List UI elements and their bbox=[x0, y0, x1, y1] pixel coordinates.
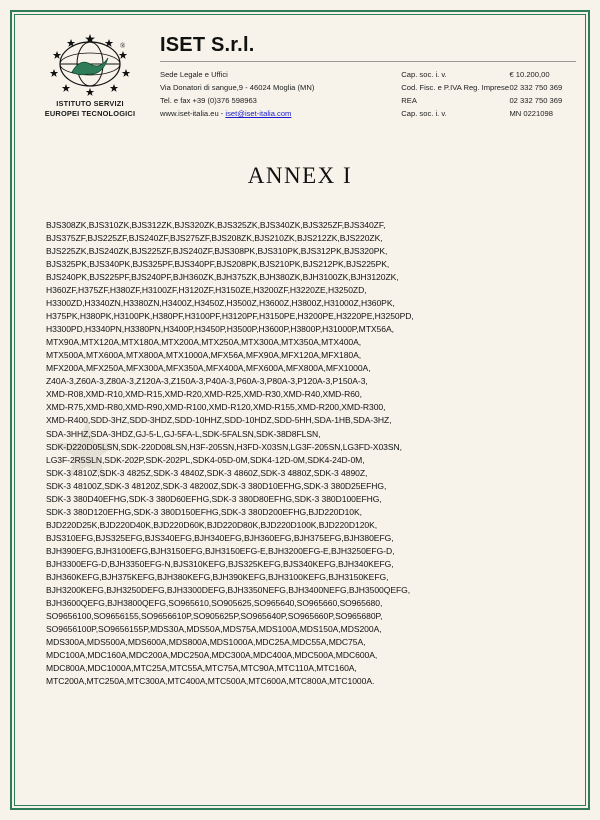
company-name: ISET S.r.l. bbox=[160, 34, 255, 56]
code-line: MDC100A,MDC160A,MDC200A,MDC250A,MDC300A,MDC400A,MDC500A,MDC600A, bbox=[46, 650, 378, 661]
code-line: H3300PD,H3340PN,H3380PN,H3400P,H3450P,H3500P,H3600P,H3800P,H31000P,MTX56A, bbox=[46, 324, 394, 335]
separator: - bbox=[218, 109, 226, 119]
code-line: H3300ZD,H3340ZN,H3380ZN,H3400Z,H3450Z,H3500Z,H3600Z,H3800Z,H31000Z,H360PK, bbox=[46, 298, 395, 309]
code-line: MDC800A,MDC1000A,MTC25A,MTC55A,MTC75A,MTC90A,MTC110A,MTC160A, bbox=[46, 663, 357, 674]
code-line: XMD-R75,XMD-R80,XMD-R90,XMD-R100,XMD-R120,XMD-R155,XMD-R200,XMD-R300, bbox=[46, 402, 386, 413]
header-divider bbox=[160, 61, 576, 62]
code-line: BJS308ZK,BJS310ZK,BJS312ZK,BJS320ZK,BJS325ZK,BJS340ZK,BJS325ZF,BJS340ZF, bbox=[46, 219, 386, 230]
info-right: 02 332 750 369 bbox=[509, 82, 563, 92]
code-line: BJH360KEFG,BJH375KEFG,BJH380KEFG,BJH390KEFG,BJH3100KEFG,BJH3150KEFG, bbox=[46, 572, 389, 583]
logo-block bbox=[24, 32, 156, 118]
code-line: LG3F-2R5SLN,SDK-202P,SDK-202PL,SDK4-05D-0M,SDK4-12D-0M,SDK4-24D-0M, bbox=[46, 454, 365, 465]
code-line: MTX90A,MTX120A,MTX180A,MTX200A,MTX250A,MTX300A,MTX350A,MTX400A, bbox=[46, 337, 362, 348]
page-content bbox=[24, 22, 576, 798]
info-right: 02 332 750 369 bbox=[509, 95, 563, 105]
page-title: ANNEX I bbox=[247, 162, 353, 188]
logo-caption-line1: ISTITUTO SERVIZI bbox=[56, 99, 124, 108]
code-line: SDK-3 380D40EFHG,SDK-3 380D60EFHG,SDK-3 380D80EFHG,SDK-3 380D100EFHG, bbox=[46, 493, 382, 504]
code-line: SDK-D220D05LSN,SDK-220D08LSN,H3F-205SN,H3FD-X03SN,LG3F-205SN,LG3FD-X03SN, bbox=[46, 441, 402, 452]
code-line: BJS225ZK,BJS240ZK,BJS225ZF,BJS240ZF,BJS308PK,BJS310PK,BJS312PK,BJS320PK, bbox=[46, 245, 388, 256]
code-line: BJS240PK,BJS225PF,BJS240PF,BJH360ZK,BJH375ZK,BJH380ZK,BJH3100ZK,BJH3120ZK, bbox=[46, 271, 399, 282]
email-link[interactable]: iset@iset-italia.com bbox=[225, 109, 292, 119]
info-mid: Cap. soc. i. v. bbox=[401, 69, 447, 79]
table-row bbox=[160, 68, 576, 81]
code-line: BJS375ZF,BJS225ZF,BJS240ZF,BJS275ZF,BJS208ZK,BJS210ZK,BJS212ZK,BJS220ZK, bbox=[46, 232, 383, 243]
code-line: BJH390EFG,BJH3100EFG,BJH3150EFG,BJH3150EFG-E,BJH3200EFG-E,BJH3250EFG-D, bbox=[46, 545, 395, 556]
code-line: H375PK,H380PK,H3100PK,H380PF,H3100PF,H3120PF,H3150PE,H3200PE,H3220PE,H3250PD, bbox=[46, 311, 414, 322]
info-left: Tel. e fax +39 (0)376 598963 bbox=[160, 95, 257, 105]
table-row bbox=[160, 81, 576, 94]
company-info-table bbox=[160, 68, 576, 121]
letterhead bbox=[24, 22, 576, 121]
code-line: SO9656100P,SO9656155P,MDS30A,MDS50A,MDS75A,MDS100A,MDS150A,MDS200A, bbox=[46, 624, 382, 635]
info-left-website-email bbox=[160, 108, 401, 121]
info-mid: REA bbox=[401, 95, 417, 105]
svg-text:®: ® bbox=[120, 42, 126, 50]
code-line: Z40A-3,Z60A-3,Z80A-3,Z120A-3,Z150A-3,P40A-3,P60A-3,P80A-3,P120A-3,P150A-3, bbox=[46, 376, 368, 387]
code-line: SDA-3HHZ,SDA-3HDZ,GJ-5-L,GJ-5FA-L,SDK-5FALSN,SDK-38D8FLSN, bbox=[46, 428, 321, 439]
code-line: BJH3600QEFG,BJH3800QEFG,SO965610,SO905625,SO965640,SO965660,SO965680, bbox=[46, 598, 383, 609]
code-line: BJS325PK,BJS340PK,BJS325PF,BJS340PF,BJS208PK,BJS210PK,BJS212PK,BJS225PK, bbox=[46, 258, 390, 269]
code-line: BJH3200KEFG,BJH3250DEFG,BJH3300DEFG,BJH3350NEFG,BJH3400NEFG,BJH3500QEFG, bbox=[46, 585, 411, 596]
website-text: www.iset-italia.eu bbox=[160, 109, 219, 119]
table-row bbox=[160, 108, 576, 121]
code-line: MDS300A,MDS500A,MDS600A,MDS800A,MDS1000A,MDC25A,MDC55A,MDC75A, bbox=[46, 637, 366, 648]
info-mid: Cod. Fisc. e P.IVA Reg. Imprese bbox=[401, 82, 510, 92]
code-line: MTC200A,MTC250A,MTC300A,MTC400A,MTC500A,MTC600A,MTC800A,MTC1000A. bbox=[46, 676, 375, 687]
code-line: XMD-R400,SDD-3HZ,SDD-3HDZ,SDD-10HHZ,SDD-10HDZ,SDD-5HH,SDA-1HB,SDA-3HZ, bbox=[46, 415, 392, 426]
globe-stars-logo-icon bbox=[42, 32, 138, 96]
company-block bbox=[156, 32, 576, 121]
code-line: BJD220D25K,BJD220D40K,BJD220D60K,BJD220D80K,BJD220D100K,BJD220D120K, bbox=[46, 519, 378, 530]
info-right: MN 0221098 bbox=[509, 109, 553, 119]
info-right: € 10.200,00 bbox=[509, 69, 550, 79]
code-line: XMD-R08,XMD-R10,XMD-R15,XMD-R20,XMD-R25,XMD-R30,XMD-R40,XMD-R60, bbox=[46, 389, 362, 400]
info-left: Sede Legale e Uffici bbox=[160, 69, 228, 79]
table-row bbox=[160, 94, 576, 107]
code-line: SO9656100,SO9656155,SO9656610P,SO905625P,SO965640P,SO965660P,SO965680P, bbox=[46, 611, 383, 622]
code-line: SDK-3 4810Z,SDK-3 4825Z,SDK-3 4840Z,SDK-3 4860Z,SDK-3 4880Z,SDK-3 4890Z, bbox=[46, 467, 368, 478]
logo-caption-line2: EUROPEI TECNOLOGICI bbox=[44, 108, 136, 118]
info-left: Via Donatori di sangue,9 - 46024 Moglia (MN) bbox=[160, 82, 315, 92]
code-line: SDK-3 380D120EFHG,SDK-3 380D150EFHG,SDK-3 380D200EFHG,BJD220D10K, bbox=[46, 506, 362, 517]
logo-caption bbox=[24, 99, 156, 118]
code-line: MTX500A,MTX600A,MTX800A,MTX1000A,MFX56A,MFX90A,MFX120A,MFX180A, bbox=[46, 350, 362, 361]
code-line: MFX200A,MFX250A,MFX300A,MFX350A,MFX400A,MFX600A,MFX800A,MFX1000A, bbox=[46, 363, 371, 374]
code-line: SDK-3 48100Z,SDK-3 48120Z,SDK-3 48200Z,SDK-3 380D10EFHG,SDK-3 380D25EFHG, bbox=[46, 480, 387, 491]
code-line: BJS310EFG,BJS325EFG,BJS340EFG,BJH340EFG,BJH360EFG,BJH375EFG,BJH380EFG, bbox=[46, 532, 394, 543]
code-line: BJH3300EFG-D,BJH3350EFG-N,BJS310KEFG,BJS325KEFG,BJS340KEFG,BJH340KEFG, bbox=[46, 558, 394, 569]
info-mid: Cap. soc. i. v. bbox=[401, 109, 447, 119]
product-code-list bbox=[24, 219, 576, 689]
code-line: H360ZF,H375ZF,H380ZF,H3100ZF,H3120ZF,H3150ZE,H3200ZF,H3220ZE,H3250ZD, bbox=[46, 284, 367, 295]
